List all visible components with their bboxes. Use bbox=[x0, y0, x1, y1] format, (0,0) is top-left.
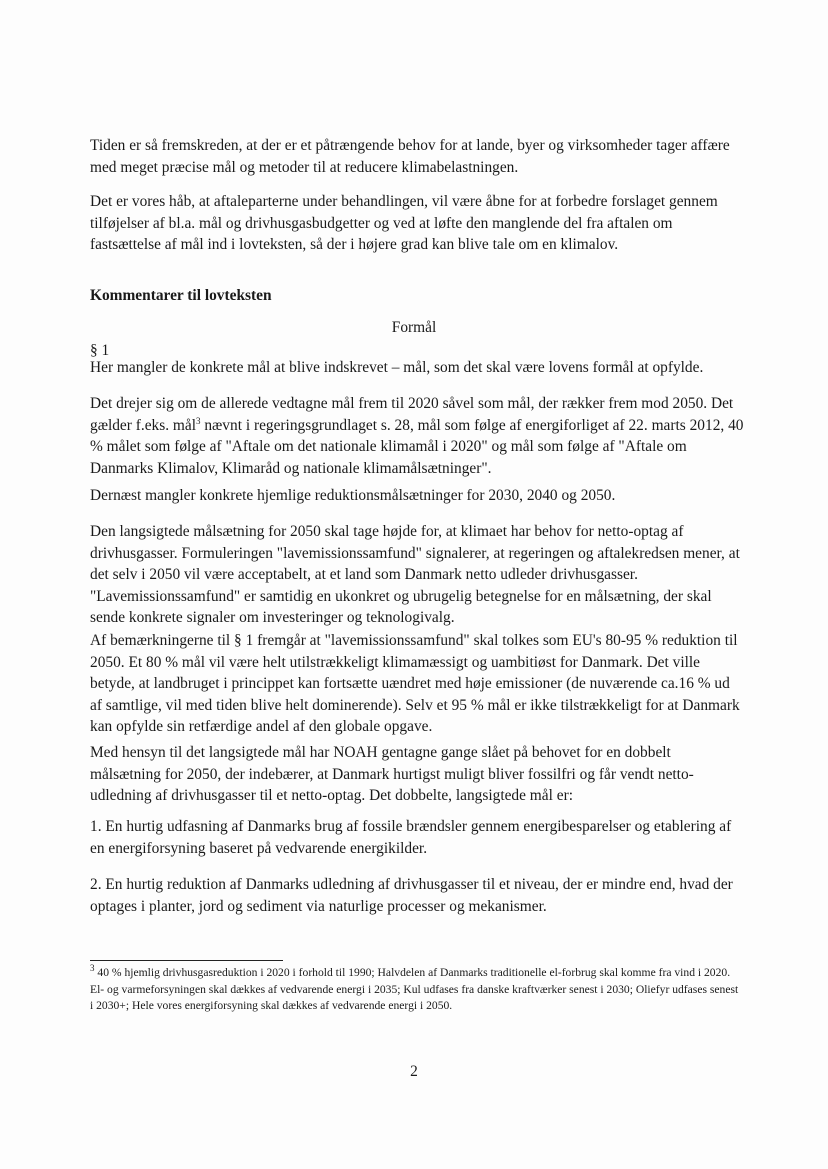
body-paragraph-5: Af bemærkningerne til § 1 fremgår at "lavemissionssamfund" skal tolkes som EU's 80-95 % reduktion til 2050. Et 80 % mål vil være helt utilstrækkeligt klimamæssigt og uambitiøst for Danmark. Det ville betyde, at landbruget i princippet kan fortsætte uændret med høje emissioner (de nuværende ca.16 % ud af samtlige, vil med tiden blive helt dominerende). Selv et 95 % mål er ikke tilstrækkeligt for at Danmark kan opfylde sin retfærdige andel af den globale opgave. bbox=[90, 632, 740, 735]
body-paragraph-3: Dernæst mangler konkrete hjemlige reduktionsmålsætninger for 2030, 2040 og 2050. bbox=[90, 487, 616, 504]
body-paragraph-1: Her mangler de konkrete mål at blive indskrevet – mål, som det skal være lovens formål at opfylde. bbox=[90, 359, 704, 376]
body-paragraph-7: 1. En hurtig udfasning af Danmarks brug af fossile brændsler gennem energibesparelser og etablering af en energiforsyning baseret på vedvarende energikilder. bbox=[90, 818, 732, 857]
body-paragraph-2-text-b: nævnt i regeringsgrundlaget s. 28, mål som følge af energiforliget af 22. marts 2012, 40 % målet som følge af "Aftale om det nationale klimamål i 2020" og mål som følge af "Aftale om Danmarks Klimalov, Klimaråd og nationale klimamålsætninger". bbox=[90, 416, 744, 477]
footnote bbox=[90, 965, 740, 1015]
body-paragraph-2 bbox=[90, 393, 745, 479]
body-paragraph-8: 2. En hurtig reduktion af Danmarks udledning af drivhusgasser til et niveau, der er mindre end, hvad der optages i planter, jord og sediment via naturlige processer og mekanismer. bbox=[90, 876, 733, 915]
paragraph-mark: § 1 bbox=[90, 342, 110, 359]
intro-paragraph-1: Tiden er så fremskreden, at der er et påtrængende behov for at lande, byer og virksomheder tager affære med meget præcise mål og metoder til at reducere klimabelastningen. bbox=[90, 137, 730, 176]
section-subtitle: Formål bbox=[391, 319, 437, 336]
body-paragraph-4: Den langsigtede målsætning for 2050 skal tage højde for, at klimaet har behov for netto-optag af drivhusgasser. Formuleringen "lavemissionssamfund" signalerer, at regeringen og aftalekredsen mener, at det selv i 2050 vil være acceptabelt, at et land som Danmark netto udleder drivhusgasser. "Lavemissionssamfund" er samtidig en ukonkret og ubrugelig betegnelse for en målsætning, der skal sende konkrete signaler om investeringer og teknologivalg. bbox=[90, 523, 740, 626]
footnote-text: 40 % hjemlig drivhusgasreduktion i 2020 i forhold til 1990; Halvdelen af Danmarks traditionelle el-forbrug skal komme fra vind i 2020. El- og varmeforsyningen skal dækkes af vedvarende energi i 2035; Kul udfases fra danske kraftværker senest i 2030; Oliefyr udfases senest i 2030+; Hele vores energiforsyning skal dækkes af vedvarende energi i 2050. bbox=[90, 966, 739, 1012]
body-paragraph-2-text-a: Det drejer sig om de allerede vedtagne mål frem til 2020 såvel som mål, der rækker frem mod 2050. Det gælder f.eks. mål bbox=[90, 395, 734, 434]
page-number: 2 bbox=[410, 1063, 418, 1080]
body-paragraph-6: Med hensyn til det langsigtede mål har NOAH gentagne gange slået på behovet for en dobbelt målsætning for 2050, der indebærer, at Danmark hurtigst muligt bliver fossilfri og får vendt netto-udledning af drivhusgasser til et netto-optag. Det dobbelte, langsigtede mål er: bbox=[90, 744, 694, 804]
footnote-reference: 3 bbox=[196, 415, 201, 426]
footnote-separator bbox=[90, 960, 283, 961]
section-heading: Kommentarer til lovteksten bbox=[90, 287, 272, 304]
footnote-number: 3 bbox=[90, 963, 95, 974]
intro-paragraph-2: Det er vores håb, at aftaleparterne under behandlingen, vil være åbne for at forbedre forslaget gennem tilføjelser af bl.a. mål og drivhusgasbudgetter og ved at løfte den manglende del fra aftalen om fastsættelse af mål ind i lovteksten, så der i højere grad kan blive tale om en klimalov. bbox=[90, 193, 718, 253]
